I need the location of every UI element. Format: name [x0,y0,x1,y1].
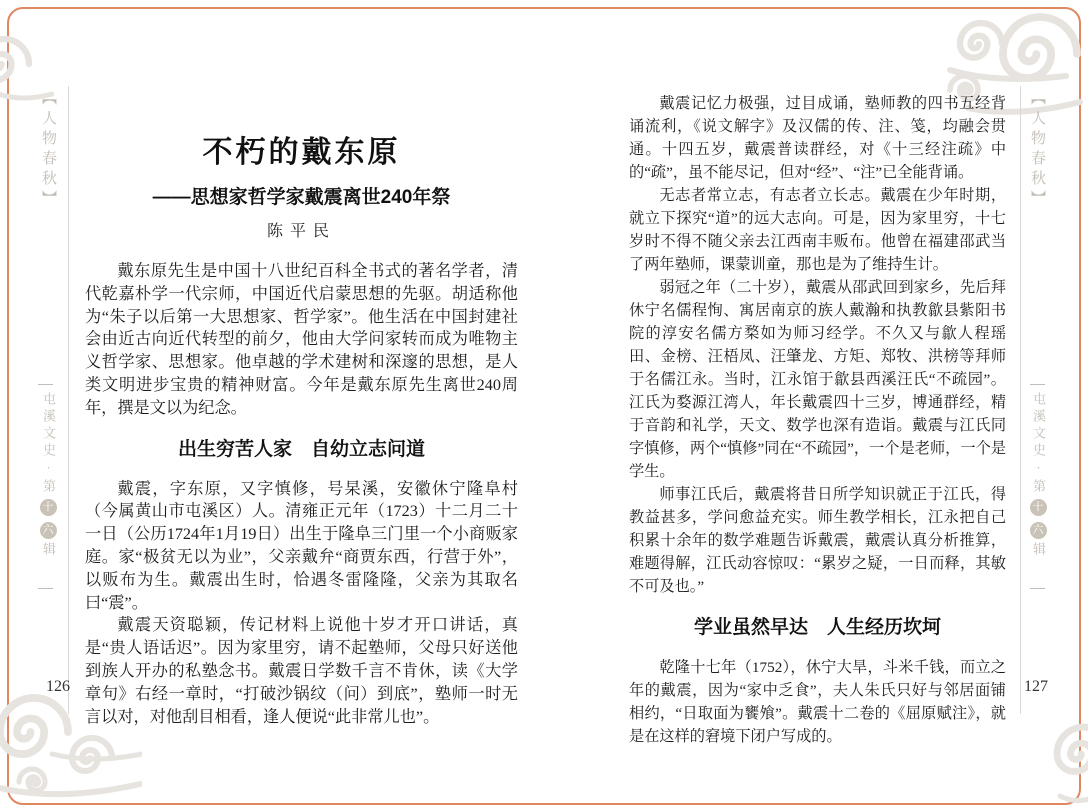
paragraph: 师事江氏后，戴震将昔日所学知识就正于江氏，得教益甚多，学问愈益充实。师生教学相长，江永把自己积累十余年的数学难题告诉戴震，戴震认真分析推算，难题得解，江氏动容惊叹：“累岁之疑，一日而释，其敏不可及也。” [629,486,1006,595]
series-volume-badge-1: 十 [1030,499,1047,516]
left-series-top-tick [38,384,53,385]
cloud-ornament-bottom-right-icon [1040,712,1088,808]
article-author: 陈平民 [266,223,336,240]
article-title: 不朽的戴东原 [202,136,401,169]
right-page-number: 127 [1024,678,1048,695]
right-series-top-tick [1030,384,1045,385]
paragraph: 戴震，字东原，又字慎修，号杲溪，安徽休宁隆阜村（今属黄山市屯溪区）人。清雍正元年（1723）十二月二十一日（公历1724年1月19日）出生于隆阜三门里一个小商贩家庭。家“极贫无以为业”，父亲戴弁“商贾东西，行营于外”，以贩布为生。戴震出生时，恰遇冬雷隆隆，父亲为其取名曰“震”。 [85,479,518,612]
page-right [629,92,1006,748]
paragraph: 无志者常立志，有志者立长志。戴震在少年时期，就立下探究“道”的远大志向。可是，因为家里穷，十七岁时不得不随父亲去江西南丰贩布。他曾在福建邵武当了两年塾师，课蒙训童，那也是为了维持生计。 [629,187,1006,273]
paragraph: 乾隆十七年（1752），休宁大旱，斗米千钱，而立之年的戴震，因为“家中乏食”，夫人朱氏只好与邻居面铺相约，“日取面为饔飧”。戴震十二卷的《屈原赋注》，就是在这样的窘境下闭户写成的。 [629,659,1006,745]
page-left [85,136,518,728]
right-margin-divider [1020,86,1021,714]
left-column-category-label: 【人物春秋】 [40,90,56,210]
section-heading-1: 出生穷苦人家 自幼立志问道 [177,438,425,460]
paragraph: 弱冠之年（二十岁），戴震从邵武回到家乡，先后拜休宁名儒程恂、寓居南京的族人戴瀚和执教歙县紫阳书院的淳安名儒方楘如为师习经学。不久又与歙人程瑶田、金榜、汪梧凤、汪肇龙、方矩、郑牧、洪榜等拜师于名儒江永。当时，江永馆于歙县西溪汪氏“不疏园”。江氏为婺源江湾人，年长戴震四十三岁，博通群经，精于音韵和礼学，天文、数学也深有造诣。戴震与江氏同字慎修，两个“慎修”同在“不疏园”，一个是老师，一个是学生。 [629,279,1006,480]
left-margin-divider [68,86,69,714]
series-volume-badge-2: 六 [40,522,57,539]
series-title-text: 屯溪文史·第 [41,392,56,496]
series-tail-text: 辑 [41,542,56,559]
left-series-bottom-tick [38,588,53,589]
series-tail-text: 辑 [1031,542,1046,559]
series-volume-badge-1: 十 [40,499,57,516]
section-heading-2: 学业虽然早达 人生经历坎坷 [693,617,941,638]
article-subtitle: ——思想家哲学家戴震离世240年祭 [152,187,451,208]
paragraph: 戴震天资聪颖，传记材料上说他十岁才开口讲话，真是“贵人语话迟”。因为家里穷，请不起塾师，父母只好送他到族人开办的私塾念书。戴震日学数千言不肯休，读《大学章句》右经一章时，“打破沙锅纹（问）到底”，塾师一时无言以对，对他刮目相看，逢人便说“此非常儿也”。 [85,616,518,726]
series-volume-badge-2: 六 [1030,522,1047,539]
paragraph: 戴东原先生是中国十八世纪百科全书式的著名学者，清代乾嘉朴学一代宗师，中国近代启蒙思想的先驱。胡适称他为“朱子以后第一大思想家、哲学家”。他生活在中国封建社会由近古向近代转型的前夕，他由大学问家转而成为唯物主义哲学家、思想家。他卓越的学术建树和深邃的思想，是人类文明进步宝贵的精神财富。今年是戴东原先生离世240周年，撰是文以为纪念。 [85,262,518,417]
left-page-number: 126 [46,678,70,695]
right-series-bottom-tick [1030,588,1045,589]
right-series-label [1029,392,1048,559]
series-title-text: 屯溪文史·第 [1031,392,1046,496]
left-series-label [39,392,58,559]
paragraph: 戴震记忆力极强，过目成诵，塾师教的四书五经背诵流利，《说文解字》及汉儒的传、注、笺，均融会贯通。十四五岁，戴震普读群经，对《十三经注疏》中的“疏”，虽不能尽记，但对“经”、“注”已全能背诵。 [629,95,1006,181]
right-column-category-label: 【人物春秋】 [1029,90,1045,210]
